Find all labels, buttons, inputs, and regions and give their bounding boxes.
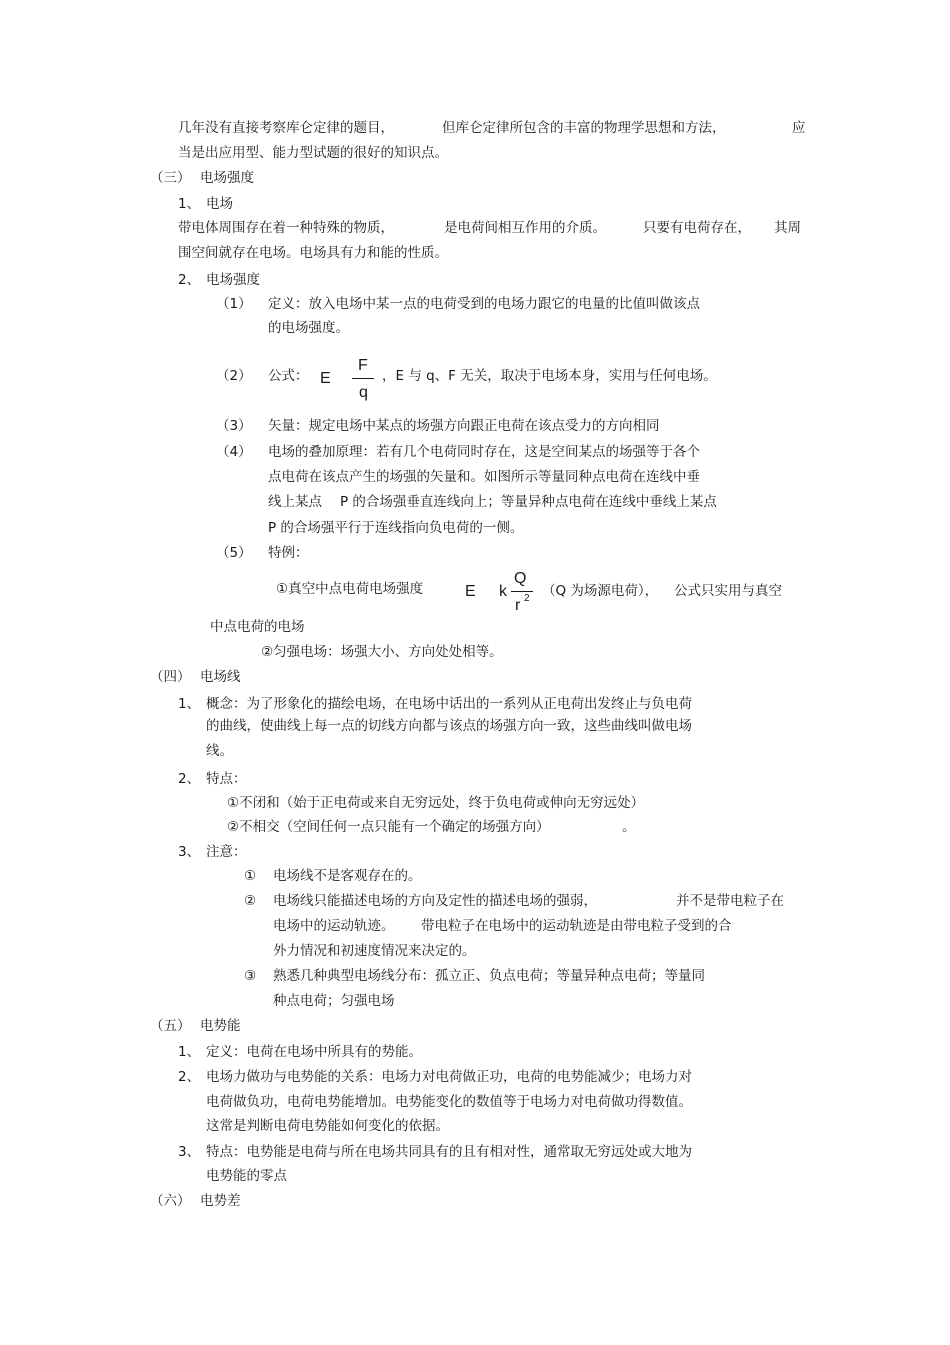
text-line: 电场的叠加原理：若有几个电荷同时存在，这是空间某点的场强等于各个 [268, 444, 700, 460]
section-number: （五） [150, 1018, 191, 1034]
text-line: 围空间就存在电场。电场具有力和能的性质。 [178, 245, 448, 261]
text-line: 注意： [206, 844, 247, 860]
text-line: 电场线只能描述电场的方向及定性的描述电场的强弱， [273, 893, 597, 909]
text-line: 这常是判断电荷电势能如何变化的依据。 [206, 1118, 449, 1134]
list-marker: ③ [244, 968, 257, 984]
section-number: （六） [150, 1193, 191, 1209]
text-line: 电场线不是客观存在的。 [273, 868, 422, 884]
fraction-bar [352, 378, 374, 379]
text-line: ②匀强电场：场强大小、方向处处相等。 [261, 644, 503, 660]
text-line: 的曲线，使曲线上每一点的切线方向都与该点的场强方向一致，这些曲线叫做电场 [206, 718, 692, 734]
sub-number: （4） [216, 444, 252, 460]
formula-denominator: r [515, 597, 521, 614]
section-number: （三） [150, 170, 191, 186]
text-line: 特点：电势能是电荷与所在电场共同具有的且有相对性，通常取无穷远处或大地为 [206, 1144, 692, 1160]
item-number: 1、 [178, 696, 201, 712]
section-title: 电场线 [200, 669, 241, 685]
formula-denominator: q [359, 384, 368, 401]
item-number: 2、 [178, 771, 201, 787]
section-title: 电势能 [200, 1018, 241, 1034]
text-line: 特点： [206, 771, 247, 787]
formula-symbol-k: k [499, 583, 507, 600]
item-number: 2、 [178, 272, 201, 288]
text-line: 是电荷间相互作用的介质。 [444, 220, 606, 236]
text-line: ②不相交（空间任何一点只能有一个确定的场强方向） [227, 819, 550, 835]
text-line: 公式只实用与真空 [674, 583, 782, 599]
text-line: 点电荷在该点产生的场强的矢量和。如图所示等量同种点电荷在连线中垂 [268, 469, 700, 485]
list-marker: ② [244, 893, 257, 909]
formula-symbol-E: E [320, 370, 331, 387]
formula-numerator: Q [514, 570, 527, 587]
formula-symbol-E: E [465, 583, 476, 600]
text-line: 线上某点 [268, 494, 322, 510]
formula-description: ，E 与 q、F 无关，取决于电场本身，实用与任何电场。 [382, 368, 717, 384]
item-number: 3、 [178, 844, 201, 860]
text-line: P 的合场强垂直连线向上；等量异种点电荷在连线中垂线上某点 [340, 494, 717, 510]
text-line: 当是出应用型、能力型试题的很好的知识点。 [178, 145, 448, 161]
text-line: 特例： [268, 545, 309, 561]
text-line: 矢量：规定电场中某点的场强方向跟正电荷在该点受力的方向相同 [268, 418, 660, 434]
text-line: 熟悉几种典型电场线分布：孤立正、负点电荷；等量异种点电荷；等量同 [273, 968, 705, 984]
formula-numerator: F [358, 357, 368, 374]
formula-label: 公式： [268, 368, 309, 384]
fraction-bar [511, 591, 533, 592]
text-line: 应 [792, 120, 806, 136]
text-line: 并不是带电粒子在 [676, 893, 784, 909]
text-line: ①真空中点电荷电场强度 [276, 581, 424, 597]
sub-number: （2） [216, 368, 252, 384]
item-number: 1、 [178, 196, 201, 212]
text-line: 电荷做负功，电荷电势能增加。电势能变化的数值等于电场力对电荷做功得数值。 [206, 1094, 692, 1110]
section-title: 电势差 [200, 1193, 241, 1209]
list-marker: ① [244, 868, 257, 884]
text-line: 只要有电荷存在， [643, 220, 751, 236]
text-line: 电势能的零点 [206, 1168, 287, 1184]
text-line: 概念：为了形象化的描绘电场，在电场中话出的一系列从正电荷出发终止与负电荷 [206, 696, 692, 712]
text-line: 定义：放入电场中某一点的电荷受到的电场力跟它的电量的比值叫做该点 [268, 296, 700, 312]
text-line: 。 [622, 819, 636, 835]
text-line: 中点电荷的电场 [210, 619, 305, 635]
item-number: 2、 [178, 1069, 201, 1085]
text-line: 的电场强度。 [268, 320, 349, 336]
sub-number: （5） [216, 545, 252, 561]
text-line: 但库仑定律所包含的丰富的物理学思想和方法， [442, 120, 726, 136]
item-title: 电场 [206, 196, 233, 212]
text-line: 其周 [774, 220, 801, 236]
item-title: 电场强度 [206, 272, 260, 288]
formula-exponent: 2 [524, 593, 530, 604]
text-line: 几年没有直接考察库仑定律的题目， [178, 120, 394, 136]
section-number: （四） [150, 669, 191, 685]
section-title: 电场强度 [200, 170, 254, 186]
text-line: P 的合场强平行于连线指向负电荷的一侧。 [268, 520, 524, 536]
text-line: 带电体周围存在着一种特殊的物质， [178, 220, 394, 236]
text-line: ①不闭和（始于正电荷或来自无穷远处，终于负电荷或伸向无穷远处） [227, 795, 645, 811]
text-line: 定义：电荷在电场中所具有的势能。 [206, 1044, 422, 1060]
text-line: （Q 为场源电荷）， [542, 583, 659, 599]
sub-number: （3） [216, 418, 252, 434]
item-number: 1、 [178, 1044, 201, 1060]
text-line: 带电粒子在电场中的运动轨迹是由带电粒子受到的合 [421, 918, 732, 934]
item-number: 3、 [178, 1144, 201, 1160]
text-line: 电场力做功与电势能的关系：电场力对电荷做正功，电荷的电势能减少；电场力对 [206, 1069, 692, 1085]
text-line: 种点电荷；匀强电场 [273, 993, 395, 1009]
text-line: 电场中的运动轨迹。 [273, 918, 395, 934]
sub-number: （1） [216, 296, 252, 312]
text-line: 外力情况和初速度情况来决定的。 [273, 943, 476, 959]
text-line: 线。 [206, 743, 233, 759]
